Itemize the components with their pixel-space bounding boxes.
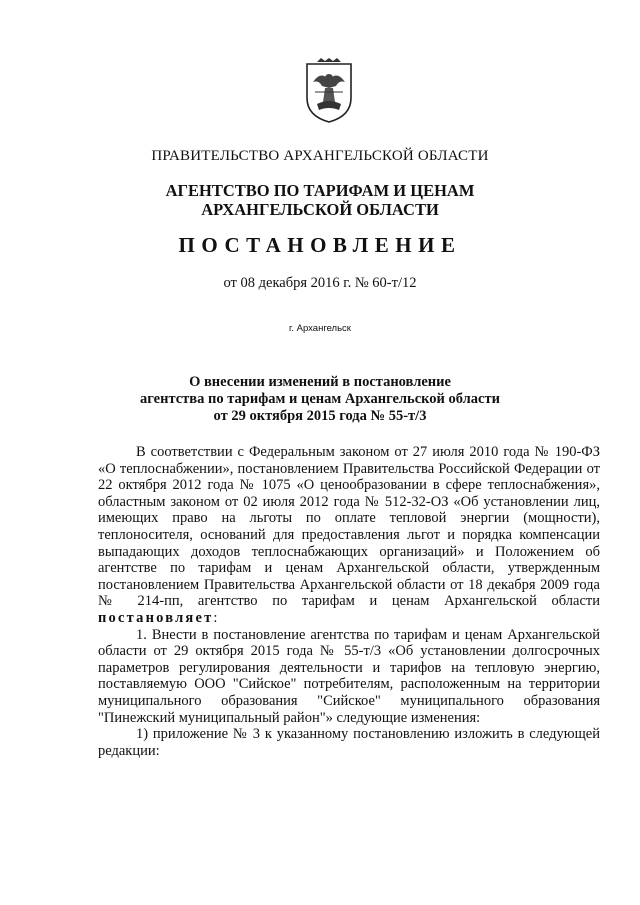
preamble-colon: : [213,609,218,626]
coat-of-arms-emblem [303,58,355,124]
document-body [98,444,600,759]
government-name: ПРАВИТЕЛЬСТВО АРХАНГЕЛЬСКОЙ ОБЛАСТИ [151,148,489,164]
subject-line3: от 29 октября 2015 года № 55-т/3 [213,408,427,424]
document-subject [0,374,640,425]
subject-line1: О внесении изменений в постановление [189,374,451,390]
document-city: г. Архангельск [289,323,351,334]
preamble-paragraph [98,444,600,627]
agency-name-line2: АРХАНГЕЛЬСКОЙ ОБЛАСТИ [201,200,439,219]
document-date-number: от 08 декабря 2016 г. № 60-т/12 [223,275,417,291]
resolution-keyword: постановляет [98,609,214,626]
preamble-text: В соответствии с Федеральным законом от 27 июля 2010 года № 190-ФЗ «О теплоснабжении», постановлением Правительства Российской Федерации от 22 октября 2012 года № 1075 «О ценообразовании в сфере теплоснабжения», областным законом от 02 июля 2012 года № 512-32-ОЗ «Об установлении лиц, имеющих право на льготы по оплате тепловой энергии (мощности), теплоносителя, оснований для предоставления льгот и порядка компенсации выпадающих доходов теплоснабжающих организаций» и Положением об агентстве по тарифам и ценам Архангельской области, утвержденным постановлением Правительства Архангельской области от 18 декабря 2009 года № 214-пп, агентство по тарифам и ценам Архангельской области [98,444,600,610]
subject-line2: агентства по тарифам и ценам Архангельской области [140,391,500,407]
agency-name [0,181,640,219]
agency-name-line1: АГЕНТСТВО ПО ТАРИФАМ И ЦЕНАМ [165,181,475,200]
document-type-title: ПОСТАНОВЛЕНИЕ [178,233,462,257]
clause-1-1-paragraph: 1) приложение № 3 к указанному постановлению изложить в следующей редакции: [98,726,600,759]
clause-1-paragraph: 1. Внести в постановление агентства по тарифам и ценам Архангельской области от 29 октября 2015 года № 55-т/3 «Об установлении долгосрочных параметров регулирования деятельности и тарифов на тепловую энергию, поставляемую ООО "Сийское" потребителям, расположенным на территории муниципального образования "Сийское" муниципального образования "Пинежский муниципальный район"» следующие изменения: [98,626,600,726]
